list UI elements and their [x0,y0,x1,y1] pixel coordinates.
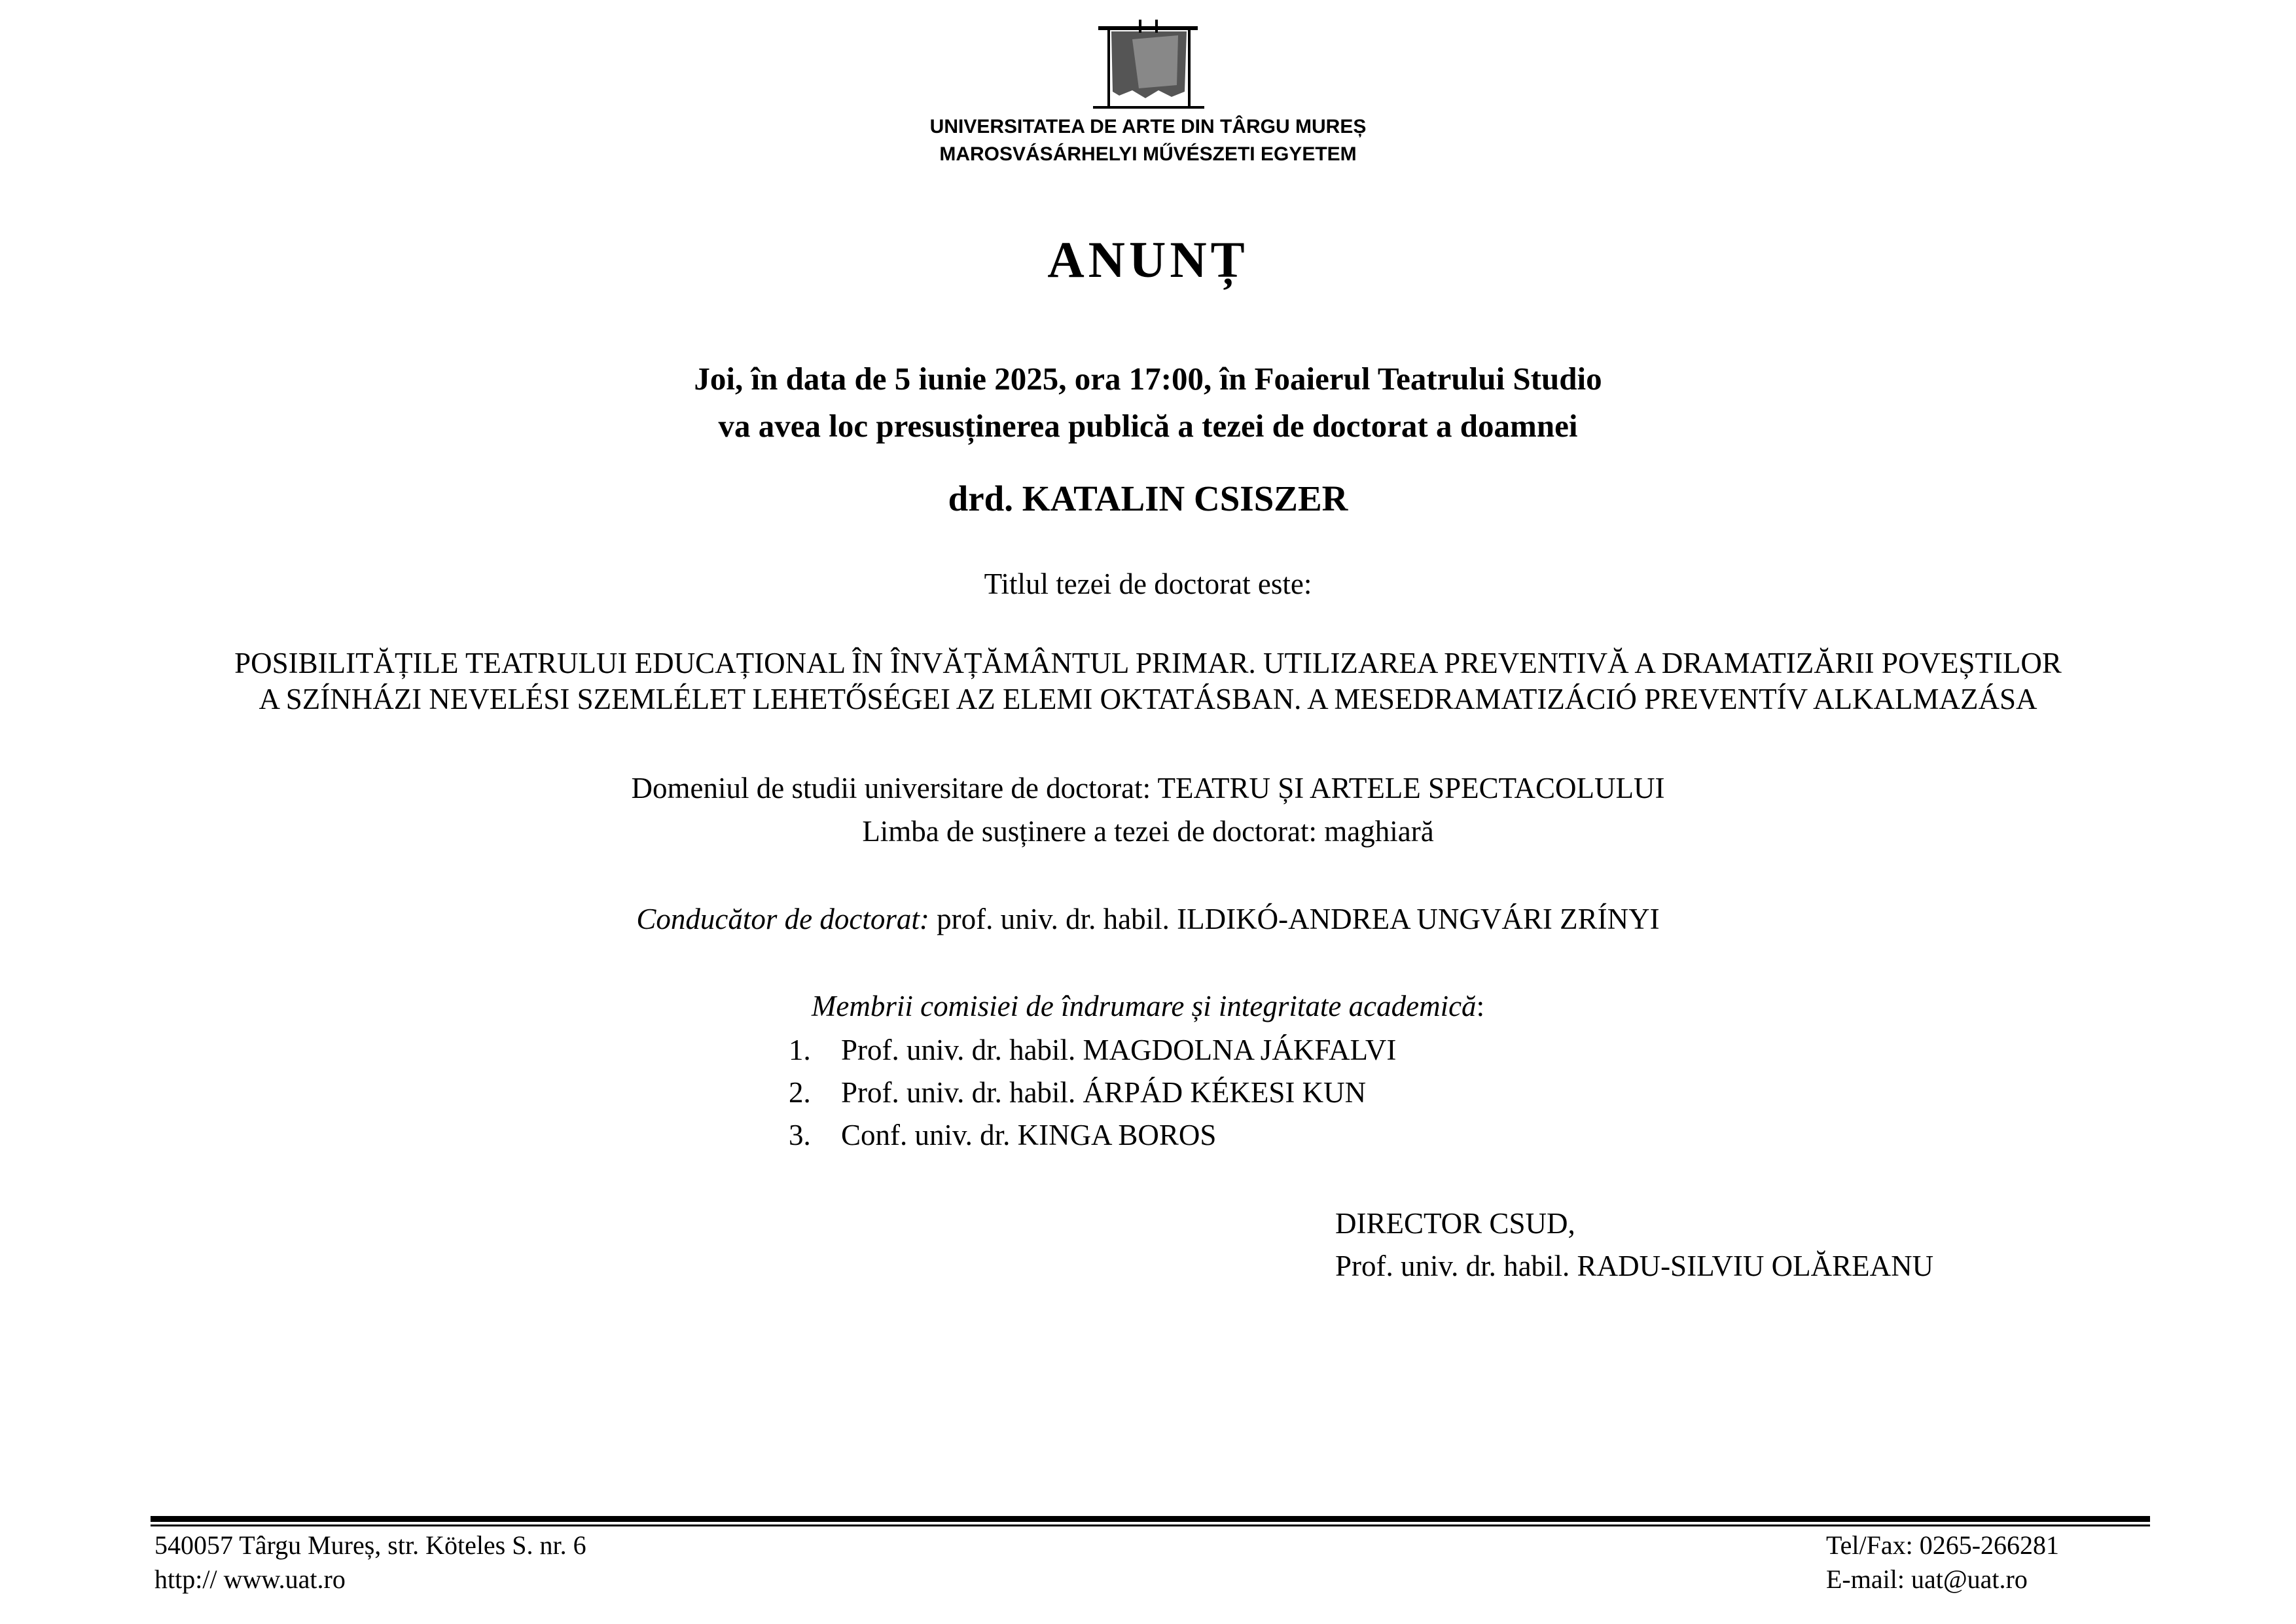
announcement-event-line: va avea loc presusținerea publică a tezei de doctorat a doamnei [718,408,1578,444]
advisor-name: prof. univ. dr. habil. ILDIKÓ-ANDREA UNGVÁRI ZRÍNYI [929,903,1660,935]
thesis-title-hu: A SZÍNHÁZI NEVELÉSI SZEMLÉLET LEHETŐSÉGEI AZ ELEMI OKTATÁSBAN. A MESEDRAMATIZÁCIÓ PREVENTÍV ALKALMAZÁSA [259,683,2037,715]
announcement-date-line: Joi, în data de 5 iunie 2025, ora 17:00, în Foaierul Teatrului Studio [694,361,1602,397]
committee-member: Prof. univ. dr. habil. ÁRPÁD KÉKESI KUN [841,1076,1367,1109]
list-item: 3. Conf. univ. dr. KINGA BOROS [789,1114,1396,1157]
doctoral-advisor [0,901,2296,937]
director-title: DIRECTOR CSUD, [1335,1207,1575,1240]
committee-list [789,1029,1396,1157]
list-item: 2. Prof. univ. dr. habil. ÁRPÁD KÉKESI KUN [789,1072,1396,1114]
list-item: 1. Prof. univ. dr. habil. MAGDOLNA JÁKFALVI [789,1029,1396,1072]
footer-phone: Tel/Fax: 0265-266281 [1826,1530,2060,1560]
university-name-ro: UNIVERSITATEA DE ARTE DIN TÂRGU MUREȘ [929,116,1367,137]
footer-divider-thin [151,1525,2150,1526]
study-domain: Domeniul de studii universitare de doctorat: TEATRU ȘI ARTELE SPECTACOLULUI [631,772,1665,804]
footer-email: E-mail: uat@uat.ro [1826,1564,2028,1594]
candidate-name: drd. KATALIN CSISZER [948,478,1348,518]
director-name: Prof. univ. dr. habil. RADU-SILVIU OLĂREANU [1335,1250,1934,1282]
university-logo [1093,20,1204,111]
committee-member: Conf. univ. dr. KINGA BOROS [841,1119,1217,1151]
university-name-hu: MAROSVÁSÁRHELYI MŰVÉSZETI EGYETEM [939,143,1357,165]
committee-member: Prof. univ. dr. habil. MAGDOLNA JÁKFALVI [841,1034,1397,1066]
defense-language: Limba de susținere a tezei de doctorat: maghiară [862,815,1434,848]
committee-heading: Membrii comisiei de îndrumare și integritate academică: [811,990,1485,1022]
thesis-label: Titlul tezei de doctorat este: [984,568,1312,600]
advisor-label: Conducător de doctorat: [636,903,929,935]
footer-website: http:// www.uat.ro [154,1564,346,1594]
thesis-title-ro: POSIBILITĂȚILE TEATRULUI EDUCAȚIONAL ÎN ÎNVĂȚĂMÂNTUL PRIMAR. UTILIZAREA PREVENTIVĂ A DRAMATIZĂRII POVEȘTILOR [234,647,2062,679]
page-title: ANUNȚ [1047,231,1249,288]
committee-label: Membrii comisiei de îndrumare și integritate academică [811,990,1477,1022]
footer-address: 540057 Târgu Mureș, str. Köteles S. nr. 6 [154,1530,586,1560]
footer-divider [151,1516,2150,1522]
